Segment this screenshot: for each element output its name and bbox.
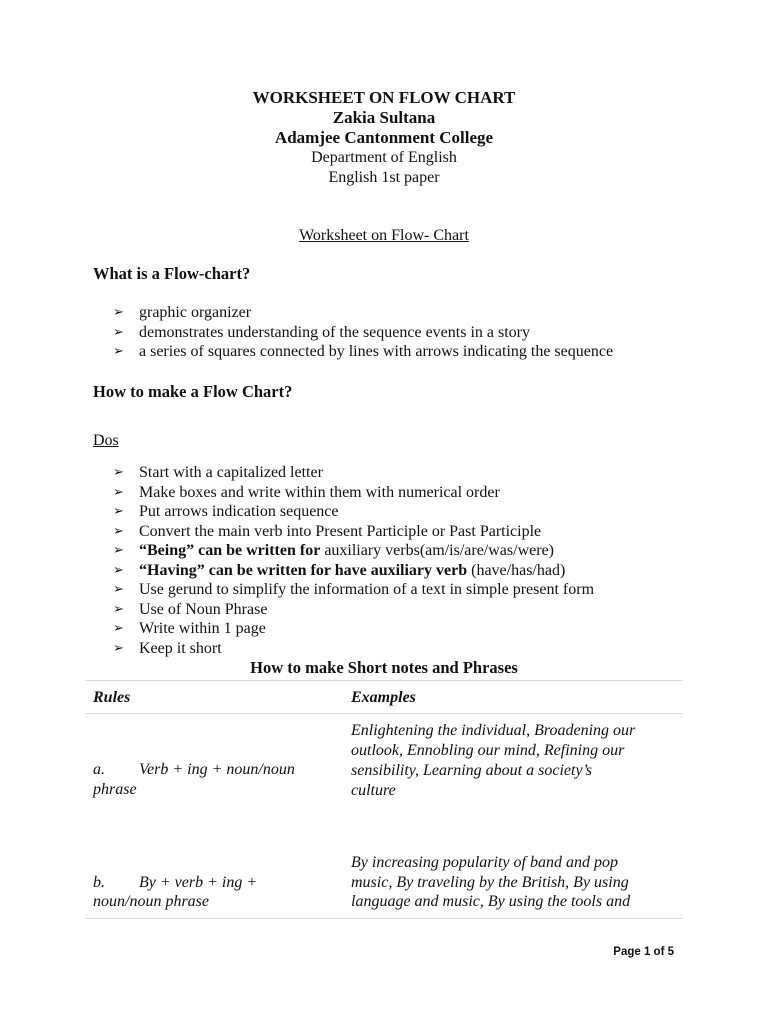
rule-letter: b. bbox=[93, 874, 105, 891]
example-line: sensibility, Learning about a society’s bbox=[351, 762, 593, 779]
arrowhead-bullet-icon: ➢ bbox=[113, 582, 124, 597]
list-item-text: demonstrates understanding of the sequence events in a story bbox=[139, 323, 530, 341]
college-name: Adamjee Cantonment College bbox=[274, 128, 494, 147]
rule-letter: a. bbox=[93, 761, 105, 778]
list-item bbox=[113, 541, 594, 561]
list-item bbox=[113, 463, 594, 483]
list-item-bold-text: “Being” can be written for bbox=[139, 542, 321, 559]
arrowhead-bullet-icon: ➢ bbox=[113, 324, 124, 340]
dos-list bbox=[113, 463, 594, 658]
example-line: music, By traveling by the British, By using bbox=[351, 874, 629, 891]
arrowhead-bullet-icon: ➢ bbox=[113, 543, 124, 558]
rule-text: By + verb + ing + bbox=[139, 874, 258, 891]
department-name: Department of English bbox=[311, 149, 457, 166]
list-item bbox=[113, 502, 594, 522]
list-item bbox=[113, 600, 594, 620]
list-item-bold-text: “Having” can be written for have auxiliary verb bbox=[139, 561, 468, 579]
list-item bbox=[113, 303, 613, 323]
arrowhead-bullet-icon: ➢ bbox=[113, 523, 124, 539]
list-item-text: auxiliary verbs(am/is/are/was/were) bbox=[320, 542, 554, 559]
author-name: Zakia Sultana bbox=[332, 108, 436, 127]
list-item bbox=[113, 342, 613, 362]
section-heading-short-notes: How to make Short notes and Phrases bbox=[250, 658, 518, 677]
table-header-border bbox=[85, 713, 683, 714]
list-item-text: Convert the main verb into Present Participle or Past Participle bbox=[139, 522, 542, 540]
example-line: outlook, Ennobling our mind, Refining our bbox=[351, 742, 625, 759]
worksheet-title: WORKSHEET ON FLOW CHART bbox=[252, 88, 516, 107]
arrowhead-bullet-icon: ➢ bbox=[113, 640, 124, 656]
example-line: language and music, By using the tools and bbox=[351, 893, 631, 910]
list-item-text: (have/has/had) bbox=[467, 561, 566, 579]
list-item bbox=[113, 619, 594, 639]
list-item bbox=[113, 323, 613, 343]
worksheet-subtitle bbox=[0, 226, 768, 246]
rule-text-continued: phrase bbox=[93, 781, 137, 798]
table-bottom-border bbox=[85, 918, 683, 919]
list-item bbox=[113, 561, 594, 581]
table-top-border bbox=[85, 680, 683, 681]
list-item-text: Use gerund to simplify the information of a text in simple present form bbox=[139, 581, 595, 598]
arrowhead-bullet-icon: ➢ bbox=[113, 562, 124, 578]
arrowhead-bullet-icon: ➢ bbox=[113, 484, 124, 500]
list-item bbox=[113, 522, 594, 542]
arrowhead-bullet-icon: ➢ bbox=[113, 465, 124, 480]
worksheet-subtitle-text: Worksheet on Flow- Chart bbox=[299, 227, 469, 244]
list-item-text: Start with a capitalized letter bbox=[139, 464, 323, 481]
list-item bbox=[113, 580, 594, 600]
section-heading-what-is: What is a Flow-chart? bbox=[93, 264, 251, 283]
arrowhead-bullet-icon: ➢ bbox=[113, 601, 124, 617]
column-header-examples: Examples bbox=[351, 689, 416, 706]
list-item-text: Put arrows indication sequence bbox=[139, 503, 339, 520]
arrowhead-bullet-icon: ➢ bbox=[113, 305, 124, 320]
column-header-rules: Rules bbox=[93, 689, 131, 706]
arrowhead-bullet-icon: ➢ bbox=[113, 344, 124, 359]
list-item-text: a series of squares connected by lines with arrows indicating the sequence bbox=[139, 343, 614, 360]
list-item-text: graphic organizer bbox=[139, 304, 252, 321]
example-line: By increasing popularity of band and pop bbox=[351, 854, 618, 871]
rule-text: Verb + ing + noun/noun bbox=[139, 761, 295, 778]
arrowhead-bullet-icon: ➢ bbox=[113, 504, 124, 519]
definition-list bbox=[113, 303, 613, 362]
list-item bbox=[113, 639, 594, 659]
list-item bbox=[113, 483, 594, 503]
list-item-text: Write within 1 page bbox=[139, 620, 266, 637]
rule-text-continued: noun/noun phrase bbox=[93, 893, 209, 910]
example-line: Enlightening the individual, Broadening our bbox=[351, 722, 636, 739]
example-line: culture bbox=[351, 782, 396, 799]
arrowhead-bullet-icon: ➢ bbox=[113, 621, 124, 636]
paper-name: English 1st paper bbox=[328, 169, 440, 186]
section-heading-how-to: How to make a Flow Chart? bbox=[93, 382, 293, 401]
list-item-text: Make boxes and write within them with numerical order bbox=[139, 483, 500, 501]
list-item-text: Keep it short bbox=[139, 639, 222, 657]
list-item-text: Use of Noun Phrase bbox=[139, 600, 268, 618]
page-number: Page 1 of 5 bbox=[613, 946, 674, 958]
dos-label: Dos bbox=[93, 432, 119, 449]
